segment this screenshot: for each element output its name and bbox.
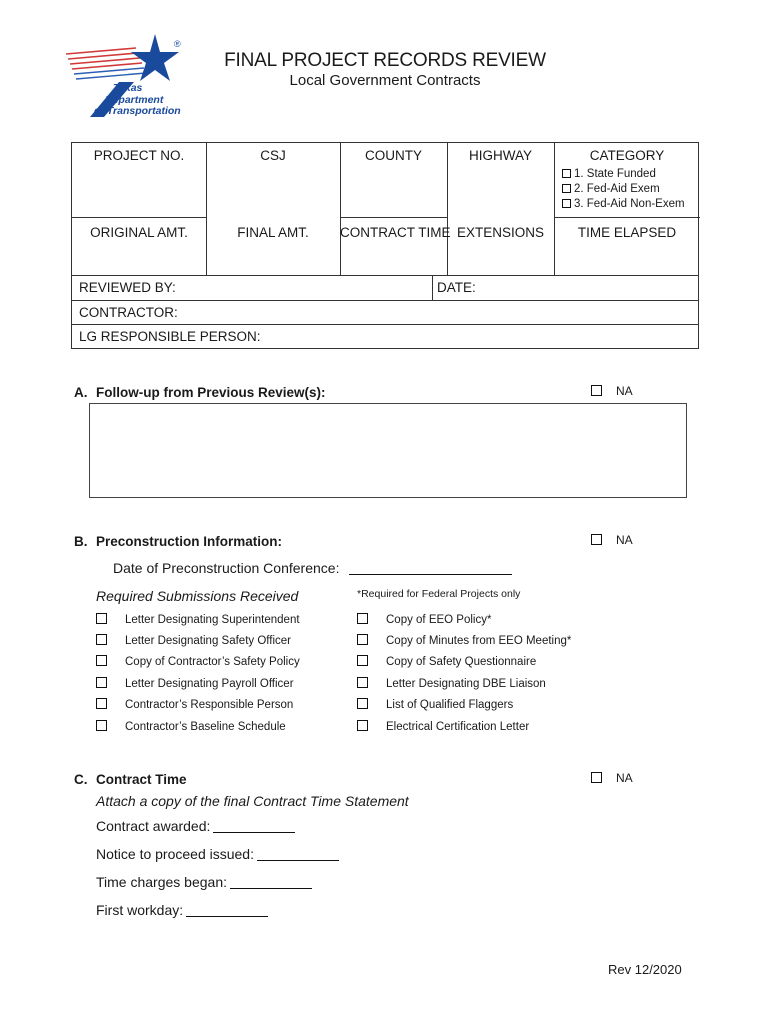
checkbox-icon[interactable] bbox=[96, 720, 107, 731]
csj-label: CSJ bbox=[260, 148, 286, 163]
contract-awarded-blank[interactable] bbox=[213, 819, 295, 833]
checkbox-icon[interactable] bbox=[96, 655, 107, 666]
follow-up-textarea[interactable] bbox=[89, 403, 687, 498]
federal-note: *Required for Federal Projects only bbox=[357, 588, 521, 600]
category-option-state-funded[interactable]: 1. State Funded bbox=[562, 168, 656, 180]
table-divider bbox=[432, 275, 433, 300]
time-charges-began-field[interactable]: Time charges began: bbox=[96, 874, 312, 890]
checkbox-icon[interactable] bbox=[357, 698, 368, 709]
submission-item[interactable]: Letter Designating Superintendent bbox=[96, 613, 300, 626]
section-a-na-option[interactable]: NA bbox=[591, 384, 633, 398]
category-option-fed-aid-exem[interactable]: 2. Fed-Aid Exem bbox=[562, 183, 660, 195]
page-title: FINAL PROJECT RECORDS REVIEW bbox=[224, 50, 546, 71]
required-submissions-heading: Required Submissions Received bbox=[96, 588, 299, 604]
submission-item[interactable]: Copy of Minutes from EEO Meeting* bbox=[357, 634, 571, 647]
submission-item[interactable]: Letter Designating Payroll Officer bbox=[96, 677, 294, 690]
checkbox-icon[interactable] bbox=[357, 613, 368, 624]
table-divider bbox=[72, 300, 698, 301]
page-subtitle: Local Government Contracts bbox=[289, 72, 481, 89]
logo-text-department: Department bbox=[105, 93, 164, 106]
category-label: CATEGORY bbox=[589, 148, 665, 163]
checkbox-icon[interactable] bbox=[357, 655, 368, 666]
submission-item[interactable]: Letter Designating DBE Liaison bbox=[357, 677, 546, 690]
submission-item[interactable]: Copy of Contractor’s Safety Policy bbox=[96, 655, 300, 668]
revision-label: Rev 12/2020 bbox=[608, 962, 682, 977]
project-no-label: PROJECT NO. bbox=[93, 148, 185, 163]
project-info-table bbox=[71, 142, 699, 349]
time-charges-began-blank[interactable] bbox=[230, 875, 312, 889]
contract-time-instruction: Attach a copy of the final Contract Time Statement bbox=[96, 793, 409, 809]
table-divider bbox=[72, 324, 698, 325]
table-divider bbox=[340, 217, 447, 218]
txdot-logo bbox=[64, 32, 188, 122]
checkbox-icon[interactable] bbox=[562, 199, 571, 208]
checkbox-icon[interactable] bbox=[591, 385, 602, 396]
original-amt-label: ORIGINAL AMT. bbox=[90, 225, 188, 240]
submission-item[interactable]: Letter Designating Safety Officer bbox=[96, 634, 291, 647]
table-divider bbox=[72, 275, 698, 276]
submission-item[interactable]: Copy of Safety Questionnaire bbox=[357, 655, 536, 668]
extensions-label: EXTENSIONS bbox=[456, 225, 545, 240]
logo-text-transportation: of Transportation bbox=[94, 105, 181, 117]
checkbox-icon[interactable] bbox=[96, 634, 107, 645]
section-c-heading: C. Contract Time bbox=[74, 772, 187, 787]
submission-item[interactable]: Contractor’s Responsible Person bbox=[96, 698, 293, 711]
submission-item[interactable]: Contractor’s Baseline Schedule bbox=[96, 720, 286, 733]
checkbox-icon[interactable] bbox=[96, 613, 107, 624]
category-option-fed-aid-non-exem[interactable]: 3. Fed-Aid Non-Exem bbox=[562, 198, 685, 210]
checkbox-icon[interactable] bbox=[96, 698, 107, 709]
checkbox-icon[interactable] bbox=[357, 720, 368, 731]
notice-to-proceed-blank[interactable] bbox=[257, 847, 339, 861]
first-workday-field[interactable]: First workday: bbox=[96, 902, 268, 918]
checkbox-icon[interactable] bbox=[562, 169, 571, 178]
contract-time-label: CONTRACT TIME bbox=[340, 225, 451, 240]
contractor-label: CONTRACTOR: bbox=[79, 305, 178, 320]
preconstruction-conference-field[interactable]: Date of Preconstruction Conference: bbox=[113, 560, 512, 576]
first-workday-blank[interactable] bbox=[186, 903, 268, 917]
checkbox-icon[interactable] bbox=[357, 677, 368, 688]
date-label: DATE: bbox=[437, 280, 476, 295]
table-divider bbox=[72, 217, 206, 218]
submission-item[interactable]: Electrical Certification Letter bbox=[357, 720, 529, 733]
section-a-heading: A. Follow-up from Previous Review(s): bbox=[74, 385, 326, 400]
reviewed-by-label: REVIEWED BY: bbox=[79, 280, 176, 295]
checkbox-icon[interactable] bbox=[357, 634, 368, 645]
logo-text-texas: Texas bbox=[113, 82, 143, 94]
lg-responsible-label: LG RESPONSIBLE PERSON: bbox=[79, 329, 261, 344]
checkbox-icon[interactable] bbox=[591, 772, 602, 783]
highway-label: HIGHWAY bbox=[469, 148, 532, 163]
conference-date-blank[interactable] bbox=[349, 561, 512, 575]
checkbox-icon[interactable] bbox=[96, 677, 107, 688]
table-divider bbox=[554, 217, 700, 218]
checkbox-icon[interactable] bbox=[562, 184, 571, 193]
county-label: COUNTY bbox=[365, 148, 422, 163]
notice-to-proceed-field[interactable]: Notice to proceed issued: bbox=[96, 846, 339, 862]
section-c-na-option[interactable]: NA bbox=[591, 771, 633, 785]
submission-item[interactable]: List of Qualified Flaggers bbox=[357, 698, 513, 711]
section-b-heading: B. Preconstruction Information: bbox=[74, 534, 283, 549]
checkbox-icon[interactable] bbox=[591, 534, 602, 545]
contract-awarded-field[interactable]: Contract awarded: bbox=[96, 818, 295, 834]
time-elapsed-label: TIME ELAPSED bbox=[577, 225, 677, 240]
submission-item[interactable]: Copy of EEO Policy* bbox=[357, 613, 491, 626]
registered-mark: ® bbox=[174, 39, 181, 49]
final-amt-label: FINAL AMT. bbox=[237, 225, 309, 240]
section-b-na-option[interactable]: NA bbox=[591, 533, 633, 547]
